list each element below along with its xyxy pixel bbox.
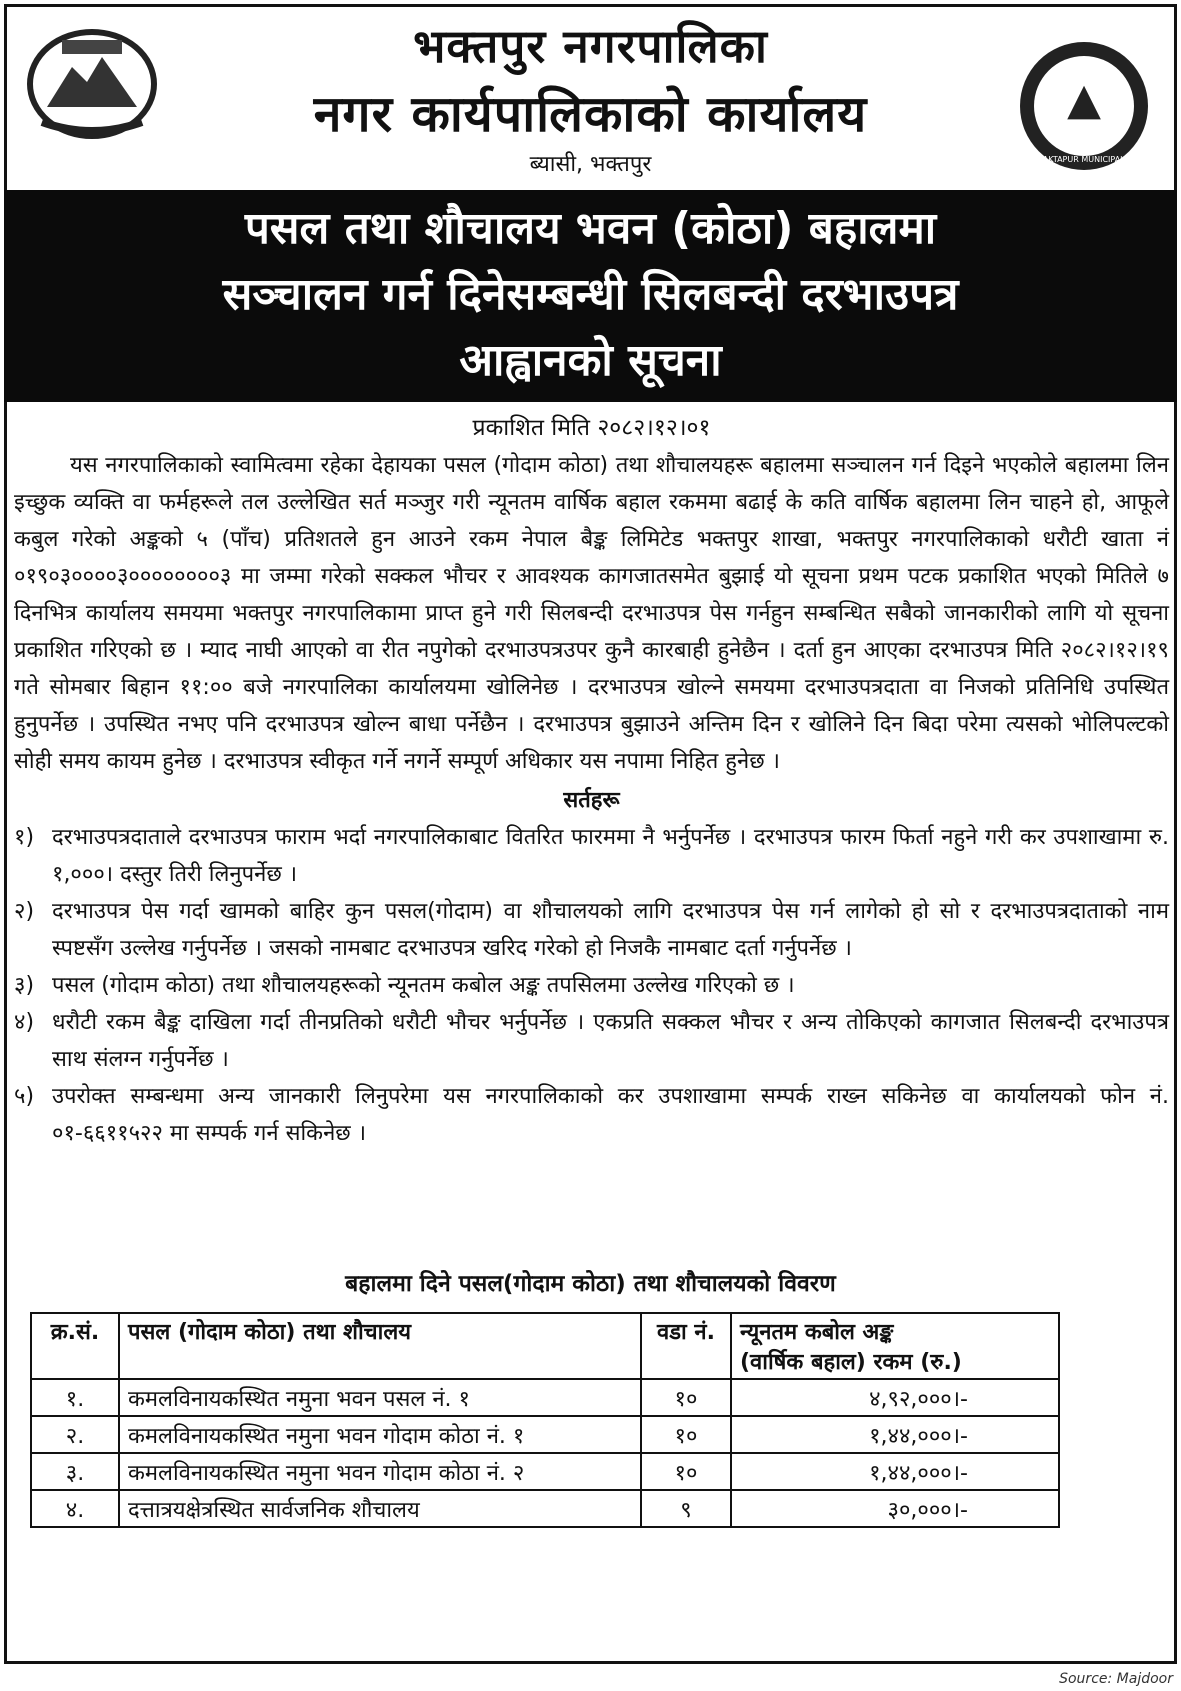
address: ब्यासी, भक्तपुर xyxy=(529,152,652,177)
condition-number: ४) xyxy=(14,1010,35,1035)
published-date: प्रकाशित मिति २०८२।१२।०१ xyxy=(472,415,711,441)
cell-amount: १,४४,०००।- xyxy=(731,1416,1059,1453)
office-name: नगर कार्यपालिकाको कार्यालय xyxy=(313,85,868,143)
cell-sn: २. xyxy=(31,1416,119,1453)
table-title: बहालमा दिने पसल(गोदाम कोठा) तथा शौचालयको विवरण xyxy=(345,1271,836,1297)
header-amount: न्यूनतम कबोल अङ्क (वार्षिक बहाल) रकम (रु.) xyxy=(731,1313,1059,1379)
header-sn: क्र.सं. xyxy=(31,1313,119,1379)
notice-body xyxy=(14,410,1169,1152)
condition-item xyxy=(14,893,1169,967)
header-name: पसल (गोदाम कोठा) तथा शौचालय xyxy=(119,1313,641,1379)
notice-title-banner xyxy=(4,190,1177,402)
cell-amount: ३०,०००।- xyxy=(731,1490,1059,1527)
table-row xyxy=(31,1416,1059,1453)
cell-sn: ४. xyxy=(31,1490,119,1527)
condition-text: पसल (गोदाम कोठा) तथा शौचालयहरूको न्यूनतम कबोल अङ्क तपसिलमा उल्लेख गरिएको छ । xyxy=(52,973,795,998)
source-credit: Source: Majdoor xyxy=(1059,1671,1173,1687)
condition-item xyxy=(14,819,1169,893)
cell-ward: १० xyxy=(641,1416,731,1453)
organization-name: भक्तपुर नगरपालिका xyxy=(413,19,768,73)
cell-name: कमलविनायकस्थित नमुना भवन गोदाम कोठा नं. १ xyxy=(119,1416,641,1453)
condition-number: ५) xyxy=(14,1084,35,1109)
header-ward: वडा नं. xyxy=(641,1313,731,1379)
cell-amount: ४,९२,०००।- xyxy=(731,1379,1059,1416)
cell-name: कमलविनायकस्थित नमुना भवन पसल नं. १ xyxy=(119,1379,641,1416)
cell-sn: ३. xyxy=(31,1453,119,1490)
condition-number: १) xyxy=(14,825,35,850)
cell-name: दत्तात्रयक्षेत्रस्थित सार्वजनिक शौचालय xyxy=(119,1490,641,1527)
pagoda-icon: ▲ xyxy=(1067,74,1101,125)
condition-text: उपरोक्त सम्बन्धमा अन्य जानकारी लिनुपरेमा यस नगरपालिकाको कर उपशाखामा सम्पर्क राख्न सकिनेछ वा कार्यालयको फोन नं. ०१-६६११५२२ मा सम्पर्क गर्न सकिनेछ । xyxy=(52,1084,1169,1146)
notice-paragraph: यस नगरपालिकाको स्वामित्वमा रहेका देहायका पसल (गोदाम कोठा) तथा शौचालयहरू बहालमा सञ्चालन गर्न दिइने भएकोले बहालमा लिन इच्छुक व्यक्ति वा फर्महरूले तल उल्लेखित सर्त मञ्जुर गरी न्यूनतम वार्षिक बहाल रकममा बढाई के कति वार्षिक बहालमा लिन चाहने हो, आफूले कबुल गरेको अङ्कको ५ (पाँच) प्रतिशतले हुन आउने रकम नेपाल बैङ्क लिमिटेड भक्तपुर शाखा, भक्तपुर नगरपालिकाको धरौटी खाता नं ०१९०३००००३००००००००३ मा जम्मा गरेको सक्कल भौचर र आवश्यक कागजातसमेत बुझाई यो सूचना प्रथम पटक प्रकाशित भएको मितिले ७ दिनभित्र कार्यालय समयमा भक्तपुर नगरपालिकामा प्राप्त हुने गरी सिलबन्दी दरभाउपत्र पेस गर्नहुन सम्बन्धित सबैको जानकारीको लागि यो सूचना प्रकाशित गरिएको छ । म्याद नाघी आएको वा रीत नपुगेको दरभाउपत्रउपर कुनै कारबाही हुनेछैन । दर्ता हुन आएका दरभाउपत्र मिति २०८२।१२।१९ गते सोमबार बिहान ११:०० बजे नगरपालिका कार्यालयमा खोलिनेछ । दरभाउपत्र खोल्ने समयमा दरभाउपत्रदाता वा निजको प्रतिनिधि उपस्थित हुनुपर्नेछ । उपस्थित नभए पनि दरभाउपत्र खोल्न बाधा पर्नेछैन । दरभाउपत्र बुझाउने अन्तिम दिन र खोलिने दिन बिदा परेमा त्यसको भोलिपल्टको सोही समय कायम हुनेछ । दरभाउपत्र स्वीकृत गर्ने नगर्ने सम्पूर्ण अधिकार यस नपामा निहित हुनेछ । xyxy=(14,453,1169,774)
condition-text: दरभाउपत्र पेस गर्दा खामको बाहिर कुन पसल(गोदाम) वा शौचालयको लागि दरभाउपत्र पेस गर्न लागेको हो सो र दरभाउपत्रदाताको नाम स्पष्टसँग उल्लेख गर्नुपर्नेछ । जसको नामबाट दरभाउपत्र खरिद गरेको हो निजकै नामबाट दर्ता गर्नुपर्नेछ । xyxy=(52,899,1169,961)
cell-ward: ९ xyxy=(641,1490,731,1527)
cell-sn: १. xyxy=(31,1379,119,1416)
table-header-row xyxy=(31,1313,1059,1379)
cell-amount: १,४४,०००।- xyxy=(731,1453,1059,1490)
cell-ward: १० xyxy=(641,1379,731,1416)
municipality-seal: ▲ BHAKTAPUR MUNICIPALITY xyxy=(1020,42,1148,170)
title-line-1: पसल तथा शौचालय भवन (कोठा) बहालमा xyxy=(244,203,937,254)
table-row xyxy=(31,1453,1059,1490)
condition-item xyxy=(14,1004,1169,1078)
condition-number: ३) xyxy=(14,973,35,998)
cell-name: कमलविनायकस्थित नमुना भवन गोदाम कोठा नं. २ xyxy=(119,1453,641,1490)
table-row xyxy=(31,1379,1059,1416)
condition-number: २) xyxy=(14,899,35,924)
table-row xyxy=(31,1490,1059,1527)
cell-ward: १० xyxy=(641,1453,731,1490)
condition-item xyxy=(14,1078,1169,1152)
conditions-heading: सर्तहरू xyxy=(563,788,620,813)
title-line-3: आह्वानको सूचना xyxy=(459,335,722,386)
letterhead xyxy=(0,0,1181,190)
condition-item xyxy=(14,967,1169,1004)
rental-details-table xyxy=(30,1312,1060,1528)
condition-text: धरौटी रकम बैङ्क दाखिला गर्दा तीनप्रतिको धरौटी भौचर भर्नुपर्नेछ । एकप्रति सक्कल भौचर र अन्य तोकिएको कागजात सिलबन्दी दरभाउपत्र साथ संलग्न गर्नुपर्नेछ । xyxy=(52,1010,1169,1072)
title-line-2: सञ्चालन गर्न दिनेसम्बन्धी सिलबन्दी दरभाउपत्र xyxy=(222,269,959,320)
condition-text: दरभाउपत्रदाताले दरभाउपत्र फाराम भर्दा नगरपालिकाबाट वितरित फारममा नै भर्नुपर्नेछ । दरभाउपत्र फारम फिर्ता नहुने गरी कर उपशाखामा रु. १,०००। दस्तुर तिरी लिनुपर्नेछ । xyxy=(52,825,1169,887)
